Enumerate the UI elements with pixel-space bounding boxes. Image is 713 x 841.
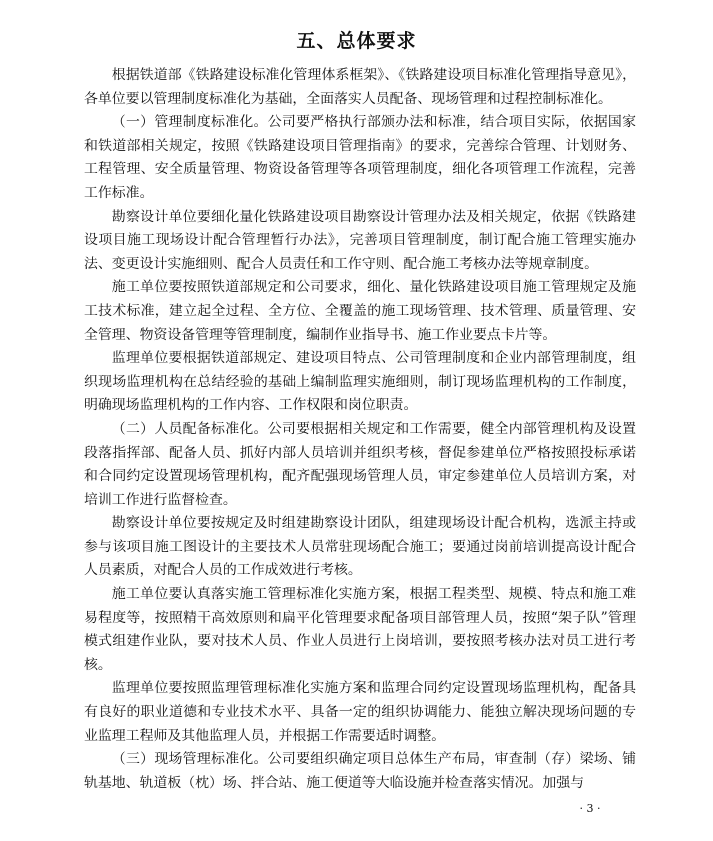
paragraph-supervision-system: 监理单位要根据铁道部规定、建设项目特点、公司管理制度和企业内部管理制度，组织现场监理机构在总结经验的基础上编制监理实施细则，制订现场监理机构的工作制度，明确现场监理机构的工作内容、工作权限和岗位职责。 bbox=[84, 350, 636, 414]
paragraph-staffing: （二）人员配备标准化。公司要根据相关规定和工作需要，健全内部管理机构及设置段落指挥部、配备人员、抓好内部人员培训并组织考核，督促参建单位严格按照投标承诺和合同约定设置现场管理机构，配齐配强现场管理人员，审定参建单位人员培训方案，对培训工作进行监督检查。 bbox=[84, 420, 636, 508]
paragraph-survey-design-staffing: 勘察设计单位要按规定及时组建勘察设计团队，组建现场设计配合机构，选派主持或参与该项目施工图设计的主要技术人员常驻现场配合施工；要通过岗前培训提高设计配合人员素质，对配合人员的工作成效进行考核。 bbox=[84, 515, 636, 579]
paragraph-site-management: （三）现场管理标准化。公司要组织确定项目总体生产布局，审查制（存）梁场、铺轨基地、轨道板（枕）场、拌合站、施工便道等大临设施并检查落实情况。加强与 bbox=[84, 751, 636, 791]
paragraph-intro: 根据铁道部《铁路建设标准化管理体系框架》、《铁路建设项目标准化管理指导意见》，各单位要以管理制度标准化为基础，全面落实人员配备、现场管理和过程控制标准化。 bbox=[84, 67, 636, 107]
paragraph-management-system: （一）管理制度标准化。公司要严格执行部颁办法和标准，结合项目实际，依据国家和铁道部相关规定，按照《铁路建设项目管理指南》的要求，完善综合管理、计划财务、工程管理、安全质量管理、物资设备管理等各项管理制度，细化各项管理工作流程，完善工作标准。 bbox=[84, 114, 636, 201]
paragraph-supervision-staffing: 监理单位要按照监理管理标准化实施方案和监理合同约定设置现场监理机构，配备具有良好的职业道德和专业技术水平、具备一定的组织协调能力、能独立解决现场问题的专业监理工程师及其他监理人员，并根据工作需要适时调整。 bbox=[84, 680, 636, 744]
paragraph-construction-system: 施工单位要按照铁道部规定和公司要求，细化、量化铁路建设项目施工管理规定及施工技术标准，建立起全过程、全方位、全覆盖的施工现场管理、技术管理、质量管理、安全管理、物资设备管理等管理制度，编制作业指导书、施工作业要点卡片等。 bbox=[84, 279, 636, 343]
page-number: · 3 · bbox=[579, 802, 601, 815]
paragraph-construction-staffing: 施工单位要认真落实施工管理标准化实施方案，根据工程类型、规模、特点和施工难易程度等，按照精干高效原则和扁平化管理要求配备项目部管理人员，按照“架子队”管理模式组建作业队，要对技术人员、作业人员进行上岗培训，要按照考核办法对员工进行考核。 bbox=[84, 586, 636, 673]
paragraph-survey-design-system: 勘察设计单位要细化量化铁路建设项目勘察设计管理办法及相关规定，依据《铁路建设项目施工现场设计配合管理暂行办法》，完善项目管理制度，制订配合施工管理实施办法、变更设计实施细则、配合人员责任和工作守则、配合施工考核办法等规章制度。 bbox=[84, 208, 636, 272]
section-title: 五、总体要求 bbox=[296, 30, 417, 52]
document-body bbox=[84, 64, 636, 795]
